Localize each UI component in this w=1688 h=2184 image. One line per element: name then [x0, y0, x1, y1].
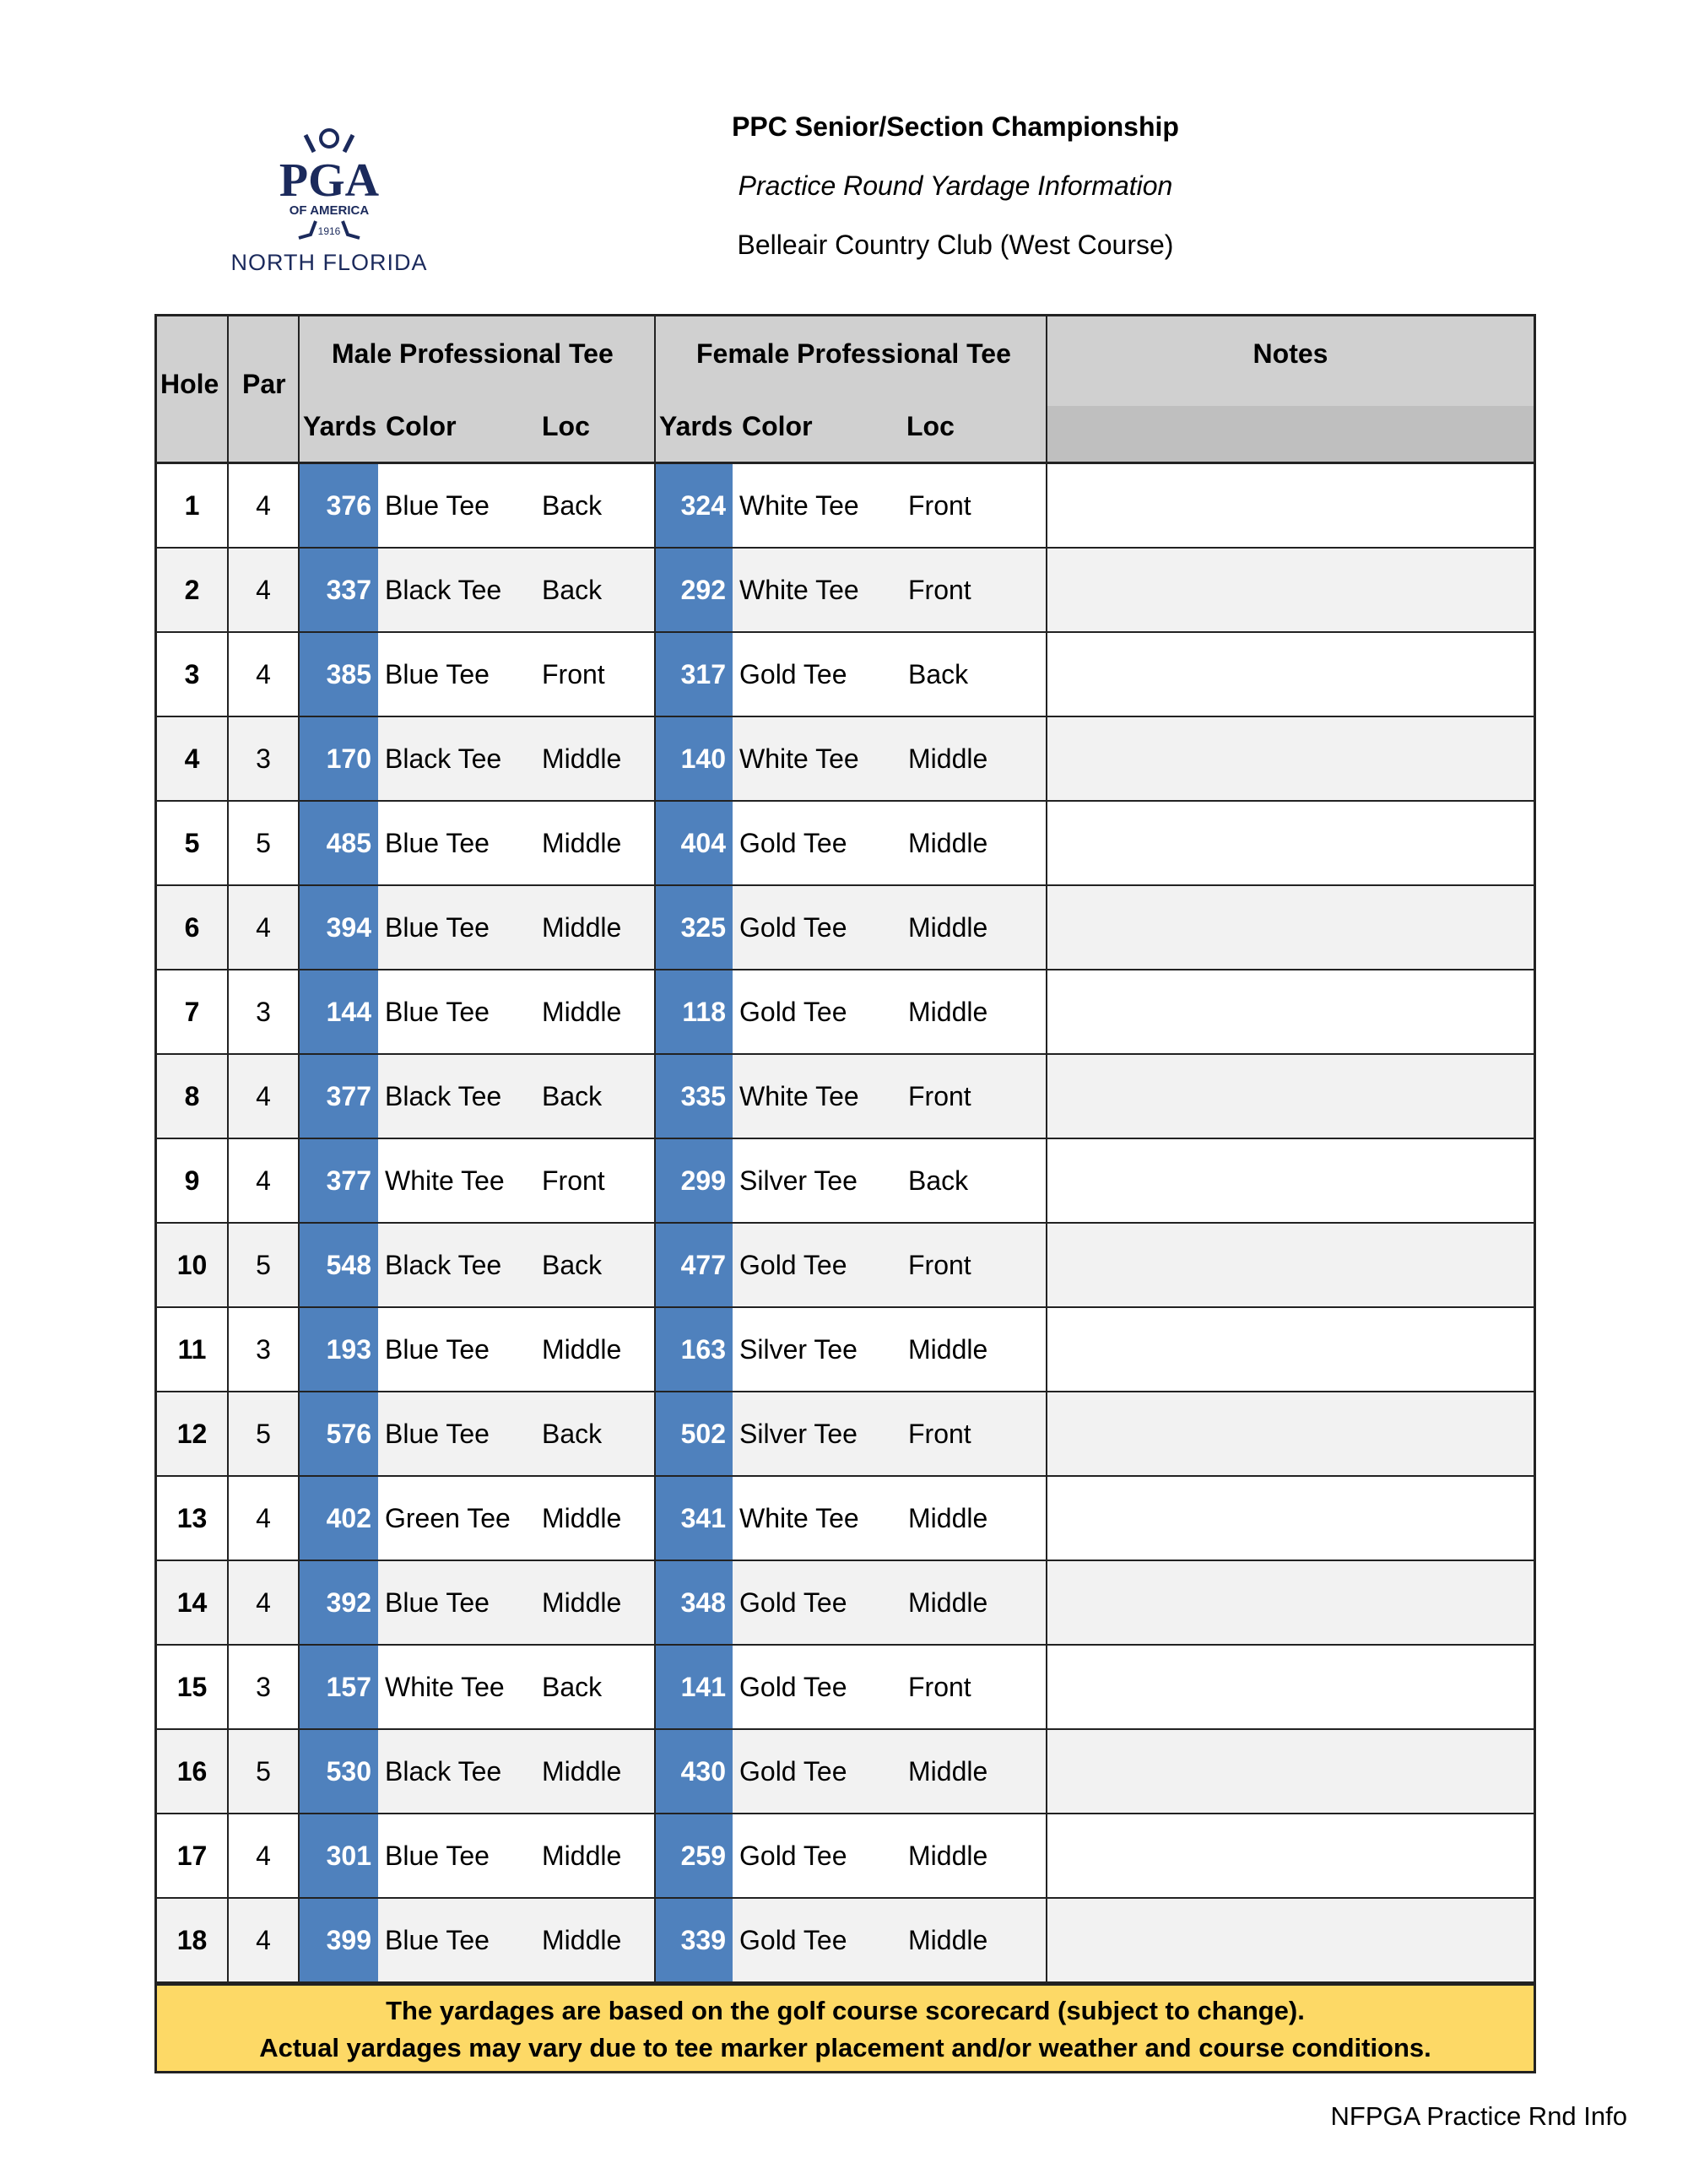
f-color-cell: Gold Tee: [739, 1587, 847, 1618]
m-yards-cell: 576: [300, 1392, 378, 1475]
m-yards-cell: 157: [300, 1646, 378, 1728]
hole-cell: 14: [157, 1561, 229, 1644]
m-yards-cell: 392: [300, 1561, 378, 1644]
m-color-cell: Black Tee: [385, 743, 502, 774]
f-yards-cell: 299: [656, 1139, 733, 1222]
m-color-cell: Blue Tee: [385, 912, 490, 943]
f-yards-cell: 324: [656, 464, 733, 547]
m-color-cell: Black Tee: [385, 1081, 502, 1111]
m-color-cell: Black Tee: [385, 575, 502, 605]
hole-cell: 13: [157, 1477, 229, 1560]
f-yards-cell: 430: [656, 1730, 733, 1813]
hole-cell: 3: [157, 633, 229, 716]
par-cell: 3: [229, 970, 300, 1053]
f-color-cell: Gold Tee: [739, 1250, 847, 1280]
f-loc-cell: Middle: [893, 802, 1047, 884]
table-row: [157, 1561, 1534, 1646]
document-subtitle: Practice Round Yardage Information: [738, 170, 1173, 201]
f-loc-cell: Middle: [893, 1308, 1047, 1391]
par-cell: 4: [229, 549, 300, 631]
notes-cell[interactable]: [1047, 886, 1534, 969]
par-cell: 3: [229, 1308, 300, 1391]
m-loc-cell: Middle: [527, 1730, 656, 1813]
m-color-cell: Blue Tee: [385, 997, 490, 1027]
hole-header: Hole: [160, 369, 219, 399]
m-yards-cell: 530: [300, 1730, 378, 1813]
table-row: [157, 1224, 1534, 1308]
par-cell: 4: [229, 886, 300, 969]
svg-text:1916: 1916: [317, 225, 341, 237]
f-color-cell: Gold Tee: [739, 1672, 847, 1702]
par-cell: 4: [229, 1561, 300, 1644]
notes-cell[interactable]: [1047, 1561, 1534, 1644]
par-cell: 4: [229, 1055, 300, 1138]
f-loc-cell: Front: [893, 549, 1047, 631]
male-group-label: Male Professional Tee: [332, 338, 614, 369]
f-yards-cell: 292: [656, 549, 733, 631]
table-row: [157, 633, 1534, 717]
m-yards-cell: 301: [300, 1814, 378, 1897]
par-cell: 4: [229, 1139, 300, 1222]
footnote-line-2: Actual yardages may vary due to tee marker placement and/or weather and course conditions.: [259, 2033, 1431, 2062]
notes-cell[interactable]: [1047, 1899, 1534, 1981]
venue-name: Belleair Country Club (West Course): [737, 230, 1174, 260]
m-color-cell: Blue Tee: [385, 490, 490, 521]
f-color-cell: Silver Tee: [739, 1419, 858, 1449]
notes-cell[interactable]: [1047, 1139, 1534, 1222]
svg-text:PGA: PGA: [279, 154, 380, 207]
table-row: [157, 1308, 1534, 1392]
female-tee-header: [656, 316, 1047, 462]
hole-cell: 5: [157, 802, 229, 884]
f-yards-cell: 341: [656, 1477, 733, 1560]
notes-cell[interactable]: [1047, 1392, 1534, 1475]
par-header: Par: [242, 369, 286, 399]
notes-cell[interactable]: [1047, 1646, 1534, 1728]
female-yards-header: Yards: [659, 411, 733, 441]
f-loc-cell: Middle: [893, 1561, 1047, 1644]
par-cell: 3: [229, 717, 300, 800]
table-row: [157, 1730, 1534, 1814]
m-loc-cell: Back: [527, 1392, 656, 1475]
f-color-cell: Gold Tee: [739, 1756, 847, 1787]
f-color-cell: Gold Tee: [739, 1841, 847, 1871]
par-cell: 5: [229, 1392, 300, 1475]
f-loc-cell: Middle: [893, 717, 1047, 800]
m-loc-cell: Back: [527, 464, 656, 547]
par-cell: 5: [229, 1730, 300, 1813]
m-color-cell: Black Tee: [385, 1756, 502, 1787]
notes-cell[interactable]: [1047, 633, 1534, 716]
m-loc-cell: Middle: [527, 970, 656, 1053]
hole-cell: 4: [157, 717, 229, 800]
m-loc-cell: Middle: [527, 886, 656, 969]
hole-cell: 7: [157, 970, 229, 1053]
notes-cell[interactable]: [1047, 1814, 1534, 1897]
par-header-cell: [229, 316, 300, 462]
f-color-cell: Gold Tee: [739, 1925, 847, 1955]
f-yards-cell: 502: [656, 1392, 733, 1475]
f-loc-cell: Back: [893, 1139, 1047, 1222]
male-loc-header: Loc: [542, 411, 590, 441]
hole-cell: 9: [157, 1139, 229, 1222]
m-loc-cell: Middle: [527, 1561, 656, 1644]
table-row: [157, 1392, 1534, 1477]
par-cell: 5: [229, 802, 300, 884]
m-loc-cell: Middle: [527, 1477, 656, 1560]
par-cell: 4: [229, 1477, 300, 1560]
hole-cell: 6: [157, 886, 229, 969]
f-loc-cell: Middle: [893, 970, 1047, 1053]
f-yards-cell: 477: [656, 1224, 733, 1306]
m-color-cell: Green Tee: [385, 1503, 511, 1533]
m-loc-cell: Front: [527, 633, 656, 716]
table-row: [157, 886, 1534, 970]
hole-cell: 11: [157, 1308, 229, 1391]
m-color-cell: Blue Tee: [385, 1587, 490, 1618]
m-color-cell: White Tee: [385, 1165, 505, 1196]
f-loc-cell: Middle: [893, 1814, 1047, 1897]
f-color-cell: Silver Tee: [739, 1165, 858, 1196]
f-color-cell: White Tee: [739, 490, 859, 521]
par-cell: 4: [229, 1899, 300, 1981]
table-row: [157, 1055, 1534, 1139]
m-yards-cell: 144: [300, 970, 378, 1053]
f-color-cell: Silver Tee: [739, 1334, 858, 1365]
m-color-cell: Black Tee: [385, 1250, 502, 1280]
page-footer: NFPGA Practice Rnd Info: [1330, 2101, 1627, 2131]
f-yards-cell: 335: [656, 1055, 733, 1138]
par-cell: 3: [229, 1646, 300, 1728]
m-color-cell: Blue Tee: [385, 1841, 490, 1871]
f-yards-cell: 317: [656, 633, 733, 716]
m-yards-cell: 337: [300, 549, 378, 631]
hole-cell: 15: [157, 1646, 229, 1728]
m-yards-cell: 399: [300, 1899, 378, 1981]
hole-cell: 12: [157, 1392, 229, 1475]
notes-header: [1047, 316, 1534, 462]
female-color-header: Color: [742, 411, 813, 441]
table-row: [157, 1899, 1534, 1983]
footnote-banner: [157, 1983, 1534, 2071]
f-yards-cell: 404: [656, 802, 733, 884]
f-color-cell: Gold Tee: [739, 912, 847, 943]
m-loc-cell: Front: [527, 1139, 656, 1222]
table-row: [157, 464, 1534, 549]
m-yards-cell: 402: [300, 1477, 378, 1560]
f-yards-cell: 325: [656, 886, 733, 969]
m-yards-cell: 385: [300, 633, 378, 716]
m-yards-cell: 170: [300, 717, 378, 800]
table-header: [157, 316, 1534, 464]
notes-cell[interactable]: [1047, 1477, 1534, 1560]
event-title: PPC Senior/Section Championship: [732, 111, 1179, 142]
m-yards-cell: 377: [300, 1055, 378, 1138]
yardage-table: [154, 314, 1536, 2073]
notes-cell[interactable]: [1047, 802, 1534, 884]
f-color-cell: White Tee: [739, 1081, 859, 1111]
hole-cell: 1: [157, 464, 229, 547]
table-body: [157, 464, 1534, 1983]
m-loc-cell: Middle: [527, 1899, 656, 1981]
svg-text:OF AMERICA: OF AMERICA: [289, 203, 370, 218]
table-row: [157, 802, 1534, 886]
m-color-cell: Blue Tee: [385, 828, 490, 858]
f-yards-cell: 339: [656, 1899, 733, 1981]
f-loc-cell: Back: [893, 633, 1047, 716]
m-loc-cell: Middle: [527, 802, 656, 884]
logo-region-text: NORTH FLORIDA: [230, 250, 428, 275]
female-loc-header: Loc: [906, 411, 955, 441]
table-row: [157, 1814, 1534, 1899]
hole-cell: 18: [157, 1899, 229, 1981]
notes-cell[interactable]: [1047, 1224, 1534, 1306]
f-loc-cell: Front: [893, 464, 1047, 547]
f-yards-cell: 141: [656, 1646, 733, 1728]
f-loc-cell: Middle: [893, 1899, 1047, 1981]
male-yards-header: Yards: [303, 411, 377, 441]
male-color-header: Color: [386, 411, 457, 441]
notes-cell[interactable]: [1047, 549, 1534, 631]
f-yards-cell: 163: [656, 1308, 733, 1391]
m-loc-cell: Back: [527, 1224, 656, 1306]
par-cell: 4: [229, 1814, 300, 1897]
m-yards-cell: 377: [300, 1139, 378, 1222]
notes-cell[interactable]: [1047, 1308, 1534, 1391]
notes-cell[interactable]: [1047, 970, 1534, 1053]
m-color-cell: Blue Tee: [385, 1925, 490, 1955]
par-cell: 4: [229, 464, 300, 547]
f-loc-cell: Middle: [893, 1730, 1047, 1813]
hole-cell: 2: [157, 549, 229, 631]
table-row: [157, 1139, 1534, 1224]
footnote-line-1: The yardages are based on the golf course scorecard (subject to change).: [386, 1996, 1305, 2025]
notes-cell[interactable]: [1047, 464, 1534, 547]
hole-header-cell: [157, 316, 229, 462]
m-color-cell: Blue Tee: [385, 1334, 490, 1365]
pga-north-florida-logo: [211, 127, 447, 295]
f-color-cell: Gold Tee: [739, 828, 847, 858]
f-yards-cell: 348: [656, 1561, 733, 1644]
m-color-cell: Blue Tee: [385, 659, 490, 689]
hole-cell: 17: [157, 1814, 229, 1897]
table-row: [157, 970, 1534, 1055]
notes-cell[interactable]: [1047, 1730, 1534, 1813]
f-loc-cell: Middle: [893, 886, 1047, 969]
m-loc-cell: Middle: [527, 717, 656, 800]
m-loc-cell: Middle: [527, 1814, 656, 1897]
m-color-cell: Blue Tee: [385, 1419, 490, 1449]
par-cell: 4: [229, 633, 300, 716]
f-loc-cell: Front: [893, 1392, 1047, 1475]
m-yards-cell: 548: [300, 1224, 378, 1306]
notes-cell[interactable]: [1047, 1055, 1534, 1138]
m-yards-cell: 485: [300, 802, 378, 884]
f-color-cell: White Tee: [739, 1503, 859, 1533]
m-loc-cell: Back: [527, 549, 656, 631]
m-loc-cell: Back: [527, 1055, 656, 1138]
m-loc-cell: Middle: [527, 1308, 656, 1391]
hole-cell: 16: [157, 1730, 229, 1813]
hole-cell: 8: [157, 1055, 229, 1138]
m-loc-cell: Back: [527, 1646, 656, 1728]
m-yards-cell: 394: [300, 886, 378, 969]
f-color-cell: White Tee: [739, 575, 859, 605]
notes-cell[interactable]: [1047, 717, 1534, 800]
female-group-label: Female Professional Tee: [696, 338, 1011, 369]
f-loc-cell: Front: [893, 1224, 1047, 1306]
f-loc-cell: Middle: [893, 1477, 1047, 1560]
m-yards-cell: 193: [300, 1308, 378, 1391]
f-yards-cell: 118: [656, 970, 733, 1053]
male-tee-header: [300, 316, 656, 462]
f-color-cell: Gold Tee: [739, 659, 847, 689]
f-loc-cell: Front: [893, 1055, 1047, 1138]
par-cell: 5: [229, 1224, 300, 1306]
table-row: [157, 1477, 1534, 1561]
notes-label: Notes: [1252, 338, 1328, 369]
hole-cell: 10: [157, 1224, 229, 1306]
f-yards-cell: 259: [656, 1814, 733, 1897]
pga-crest-icon: [262, 127, 397, 245]
table-row: [157, 717, 1534, 802]
table-row: [157, 549, 1534, 633]
f-color-cell: Gold Tee: [739, 997, 847, 1027]
document-header: [618, 108, 1293, 285]
f-yards-cell: 140: [656, 717, 733, 800]
m-color-cell: White Tee: [385, 1672, 505, 1702]
table-row: [157, 1646, 1534, 1730]
f-loc-cell: Front: [893, 1646, 1047, 1728]
m-yards-cell: 376: [300, 464, 378, 547]
f-color-cell: White Tee: [739, 743, 859, 774]
